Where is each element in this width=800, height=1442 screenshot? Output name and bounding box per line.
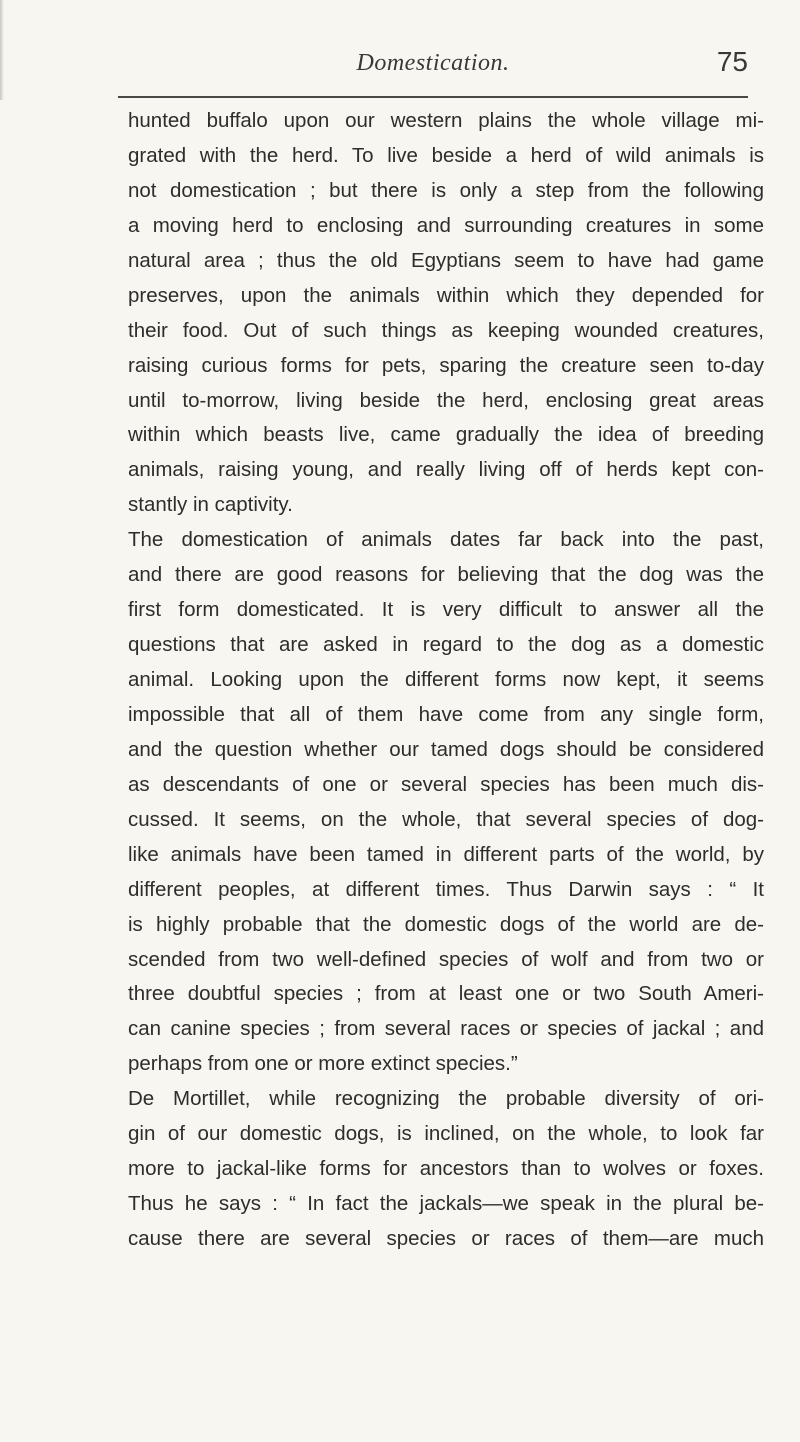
text-line: more to jackal-like forms for ancestors than to wolves or foxes. — [128, 1157, 764, 1181]
text-line: a moving herd to enclosing and surrounding creatures in some — [128, 213, 764, 237]
text-line: and the question whether our tamed dogs should be considered — [128, 737, 764, 761]
text-line: gin of our domestic dogs, is inclined, on the whole, to look far — [128, 1122, 764, 1146]
text-line: stantly in captivity. — [128, 493, 293, 517]
text-line: different peoples, at different times. Thus Darwin says : “ It — [128, 877, 764, 901]
page-number: 75 — [716, 46, 748, 77]
text-line: like animals have been tamed in different parts of the world, by — [128, 842, 764, 866]
paragraph-start-line: The domestication of animals dates far back into the past, — [128, 528, 764, 552]
running-title: Domestication. — [356, 50, 510, 76]
text-line: their food. Out of such things as keeping wounded creatures, — [128, 318, 764, 342]
text-line: Thus he says : “ In fact the jackals—we speak in the plural be- — [128, 1192, 764, 1216]
text-line: as descendants of one or several species has been much dis- — [128, 772, 764, 796]
body-text — [128, 104, 764, 1257]
text-line: grated with the herd. To live beside a herd of wild animals is — [128, 143, 764, 167]
text-line: not domestication ; but there is only a step from the following — [128, 178, 764, 202]
text-line: cussed. It seems, on the whole, that several species of dog- — [128, 807, 764, 831]
text-line: impossible that all of them have come from any single form, — [128, 702, 764, 726]
text-line: perhaps from one or more extinct species.” — [128, 1052, 518, 1076]
text-line: first form domesticated. It is very difficult to answer all the — [128, 598, 764, 622]
text-line: until to-morrow, living beside the herd, enclosing great areas — [128, 388, 764, 412]
page-header — [118, 46, 748, 90]
text-line: and there are good reasons for believing that the dog was the — [128, 563, 764, 587]
text-line: cause there are several species or races of them—are much — [128, 1227, 764, 1250]
text-line: hunted buffalo upon our western plains the whole village mi- — [128, 109, 764, 132]
page-edge-shadow — [0, 0, 4, 100]
paragraph-start-line: De Mortillet, while recognizing the probable diversity of ori- — [128, 1087, 764, 1111]
text-line: natural area ; thus the old Egyptians seem to have had game — [128, 248, 764, 272]
text-line: can canine species ; from several races or species of jackal ; and — [128, 1017, 764, 1041]
text-line: scended from two well-defined species of wolf and from two or — [128, 947, 764, 971]
text-line: three doubtful species ; from at least one or two South Ameri- — [128, 982, 764, 1006]
header-rule — [118, 96, 748, 98]
text-line: animals, raising young, and really living off of herds kept con- — [128, 458, 764, 482]
text-line: within which beasts live, came gradually the idea of breeding — [128, 423, 764, 447]
text-line: animal. Looking upon the different forms now kept, it seems — [128, 668, 764, 691]
text-line: questions that are asked in regard to the dog as a domestic — [128, 633, 764, 657]
text-line: is highly probable that the domestic dogs of the world are de- — [128, 912, 764, 936]
text-line: raising curious forms for pets, sparing the creature seen to-day — [128, 353, 764, 377]
text-line: preserves, upon the animals within which they depended for — [128, 283, 764, 307]
